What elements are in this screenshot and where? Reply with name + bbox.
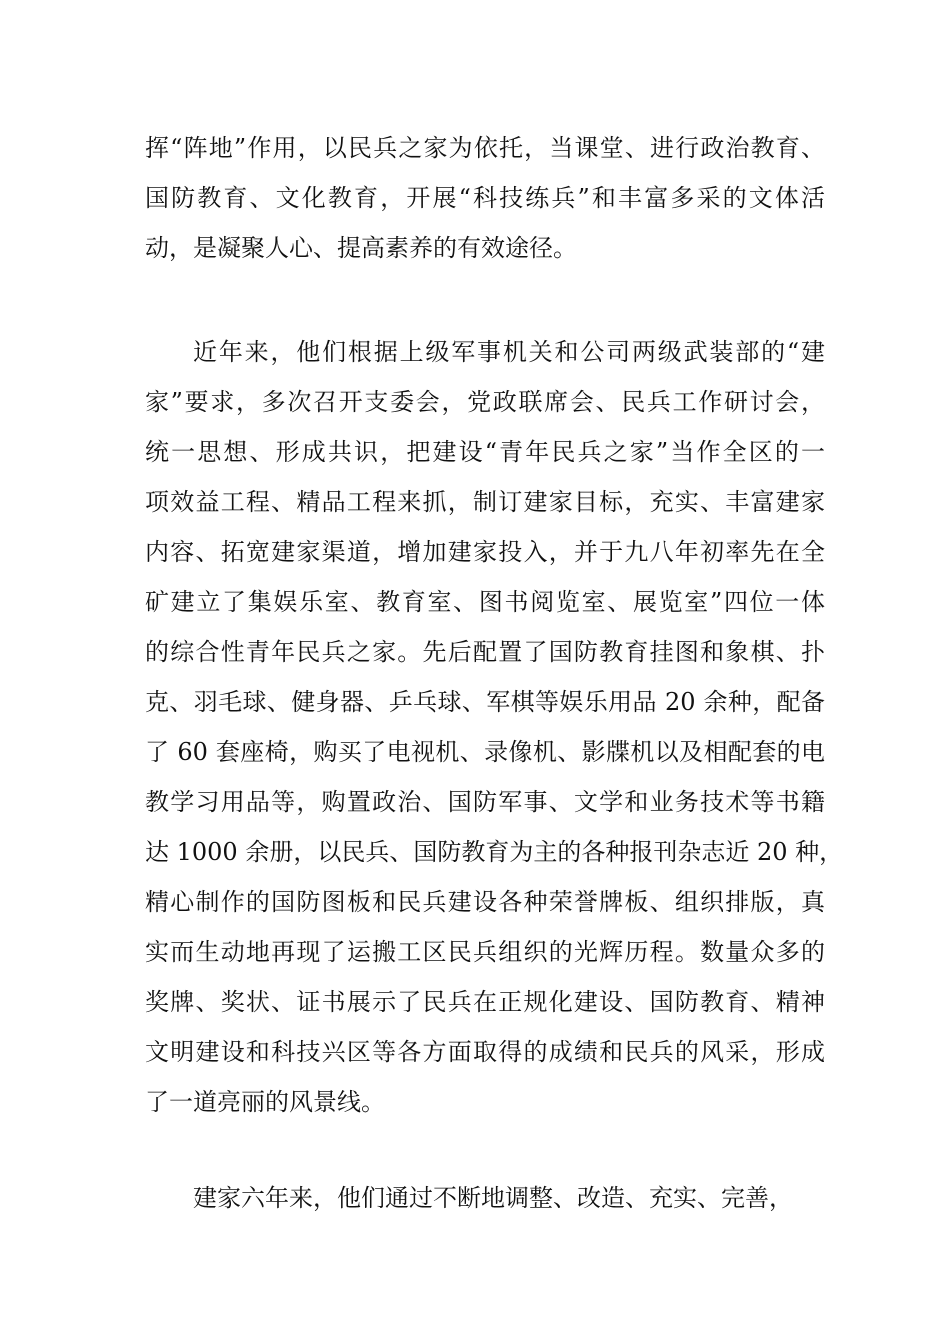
paragraph-line: 建家六年来，他们通过不断地调整、改造、充实、完善， (193, 1184, 793, 1212)
paragraph-line: 克、羽毛球、健身器、乒乓球、军棋等娱乐用品 20 余种，配备 (145, 688, 825, 716)
paragraph-line: 奖牌、奖状、证书展示了民兵在正规化建设、国防教育、精神 (145, 988, 825, 1016)
paragraph-line: 了 60 套座椅，购买了电视机、录像机、影牒机以及相配套的电 (145, 738, 825, 766)
paragraph-3 (145, 1173, 825, 1223)
paragraph-line: 挥“阵地”作用，以民兵之家为依托，当课堂、进行政治教育、 (145, 134, 825, 162)
paragraph-line: 实而生动地再现了运搬工区民兵组织的光辉历程。数量众多的 (145, 938, 825, 966)
paragraph-line: 统一思想、形成共识，把建设“青年民兵之家”当作全区的一 (145, 438, 825, 466)
paragraph-line: 项效益工程、精品工程来抓，制订建家目标，充实、丰富建家 (145, 488, 825, 516)
paragraph-line: 了一道亮丽的风景线。 (145, 1088, 385, 1116)
paragraph-line: 矿建立了集娱乐室、教育室、图书阅览室、展览室”四位一体 (145, 588, 825, 616)
paragraph-line: 精心制作的国防图板和民兵建设各种荣誉牌板、组织排版，真 (145, 888, 825, 916)
paragraph-line: 文明建设和科技兴区等各方面取得的成绩和民兵的风采，形成 (145, 1038, 825, 1066)
paragraph-line: 近年来，他们根据上级军事机关和公司两级武装部的“建 (193, 338, 825, 366)
paragraph-line: 达 1000 余册，以民兵、国防教育为主的各种报刊杂志近 20 种， (145, 838, 844, 866)
paragraph-line: 的综合性青年民兵之家。先后配置了国防教育挂图和象棋、扑 (145, 638, 825, 666)
paragraph-line: 教学习用品等，购置政治、国防军事、文学和业务技术等书籍 (145, 788, 825, 816)
paragraph-2 (145, 327, 844, 1127)
paragraph-line: 国防教育、文化教育，开展“科技练兵”和丰富多采的文体活 (145, 184, 825, 212)
paragraph-1 (145, 123, 825, 273)
paragraph-line: 内容、拓宽建家渠道，增加建家投入，并于九八年初率先在全 (145, 538, 825, 566)
paragraph-line: 动，是凝聚人心、提高素养的有效途径。 (145, 234, 577, 262)
paragraph-line: 家”要求，多次召开支委会，党政联席会、民兵工作研讨会， (145, 388, 825, 416)
